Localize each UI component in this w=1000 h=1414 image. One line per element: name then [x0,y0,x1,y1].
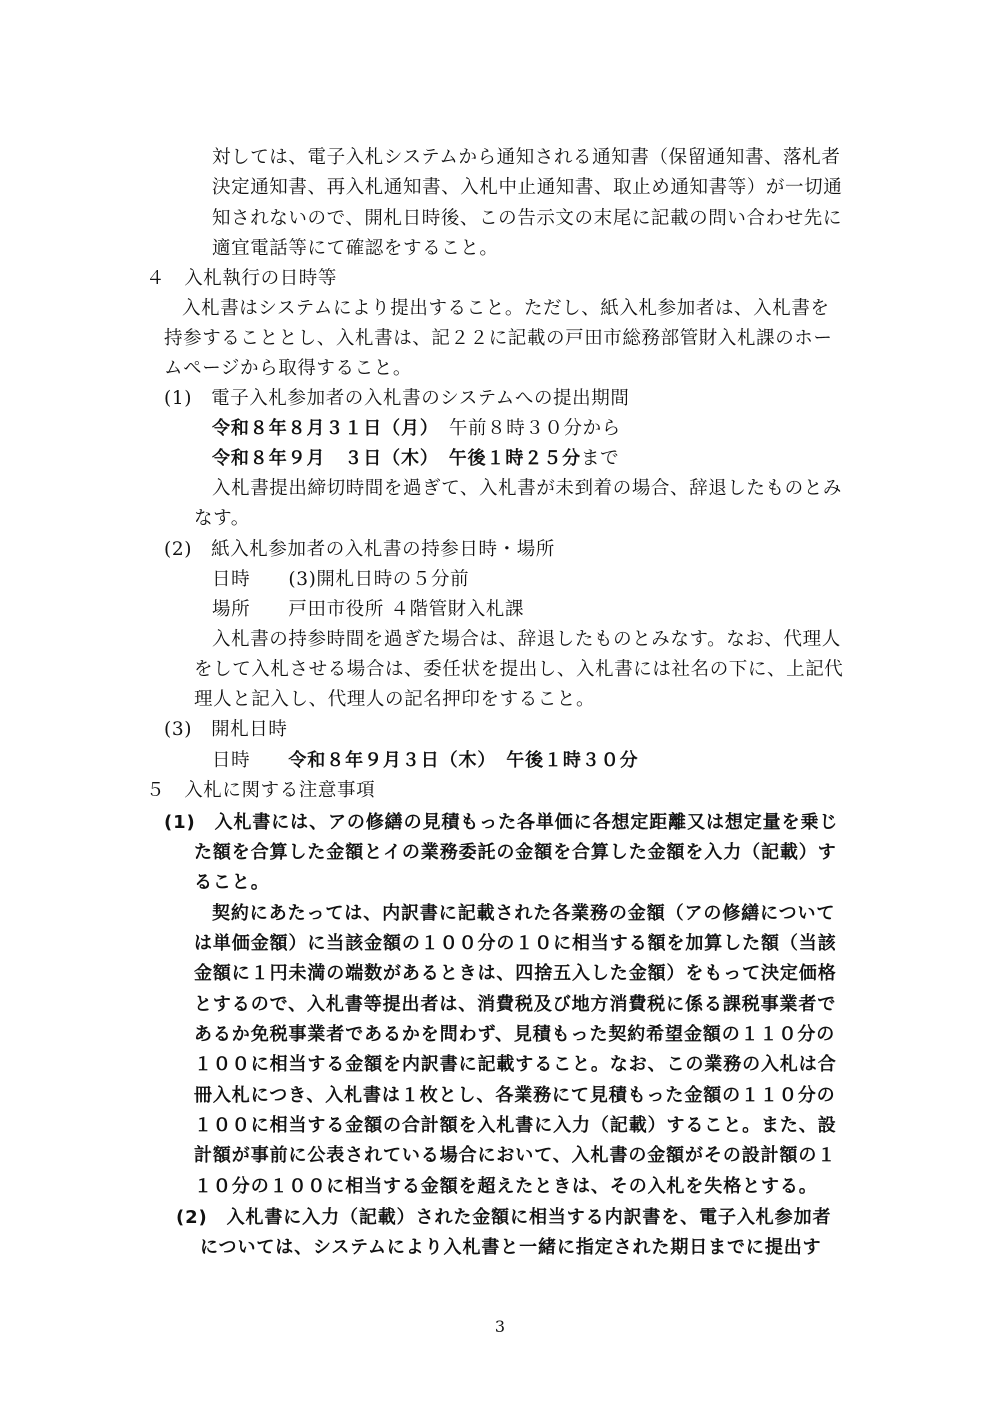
text-line: ること。 [194,872,270,893]
text-line: 理人と記入し、代理人の記名押印をすること。 [194,689,596,710]
text-line: 持参することとし、入札書は、記２２に記載の戸田市総務部管財入札課のホー [164,328,833,349]
text-line: 日時 令和８年９月３日（木） 午後１時３０分 [212,750,639,771]
page-number: 3 [494,1317,506,1336]
text-line: 計額が事前に公表されている場合において、入札書の金額がその設計額の１ [194,1145,837,1166]
text-line: 冊入札につき、入札書は１枚とし、各業務にて見積もった金額の１１０分の [194,1085,836,1106]
text-line: 場所 戸田市役所 ４階管財入札課 [212,599,525,620]
text-line: 契約にあたっては、内訳書に記載された各業務の金額（アの修繕について [212,903,836,924]
text-line: (2) 紙入札参加者の入札書の持参日時・場所 [164,539,555,560]
text-line: 入札書提出締切時間を過ぎて、入札書が未到着の場合、辞退したものとみ [212,478,842,499]
text-line: 令和８年８月３１日（月） 午前８時３０分から [212,418,621,439]
text-line: １００に相当する金額を内訳書に記載すること。なお、この業務の入札は合 [194,1054,837,1075]
text-line: については、システムにより入札書と一緒に指定された期日までに提出す [200,1237,822,1258]
text-line: 入札書の持参時間を過ぎた場合は、辞退したものとみなす。なお、代理人 [212,629,841,650]
text-line: をして入札させる場合は、委任状を提出し、入札書には社名の下に、上記代 [194,659,844,680]
text-line: 日時 (3)開札日時の５分前 [212,569,470,590]
text-line: １００に相当する金額の合計額を入札書に入力（記載）すること。また、設 [194,1115,837,1136]
text-line: (1) 入札書には、アの修繕の見積もった各単価に各想定距離又は想定量を乗じ [164,812,839,833]
text-line: は単価金額）に当該金額の１００分の１０に相当する額を加算した額（当該 [194,933,837,954]
text-line: １０分の１００に相当する金額を超えたときは、その入札を失格とする。 [194,1176,818,1197]
text-line: ４ 入札執行の日時等 [146,268,338,289]
text-line: (1) 電子入札参加者の入札書のシステムへの提出期間 [164,388,630,409]
text-line: ５ 入札に関する注意事項 [146,780,376,801]
text-line: 令和８年９月 ３日（木） 午後１時２５分まで [212,448,620,469]
text-line: なす。 [194,508,250,529]
text-line: 適宜電話等にて確認をすること。 [212,238,499,259]
text-line: た額を合算した金額とイの業務委託の金額を合算した金額を入力（記載）す [194,842,837,863]
text-line: 金額に１円未満の端数があるときは、四捨五入した金額）をもって決定価格 [194,963,837,984]
text-line: 決定通知書、再入札通知書、入札中止通知書、取止め通知書等）が一切通 [212,177,843,198]
text-line: とするので、入札書等提出者は、消費税及び地方消費税に係る課税事業者で [194,994,837,1015]
text-line: ムページから取得すること。 [164,358,412,379]
text-line: (2) 入札書に入力（記載）された金額に相当する内訳書を、電子入札参加者 [176,1207,832,1228]
text-line: 知されないので、開札日時後、この告示文の末尾に記載の問い合わせ先に [212,208,842,229]
text-line: (3) 開札日時 [164,719,288,740]
text-line: あるか免税事業者であるかを問わず、見積もった契約希望金額の１１０分の [194,1024,836,1045]
text-line: 対しては、電子入札システムから通知される通知書（保留通知書、落札者 [212,147,841,168]
text-line: 入札書はシステムにより提出すること。ただし、紙入札参加者は、入札書を [182,298,830,319]
